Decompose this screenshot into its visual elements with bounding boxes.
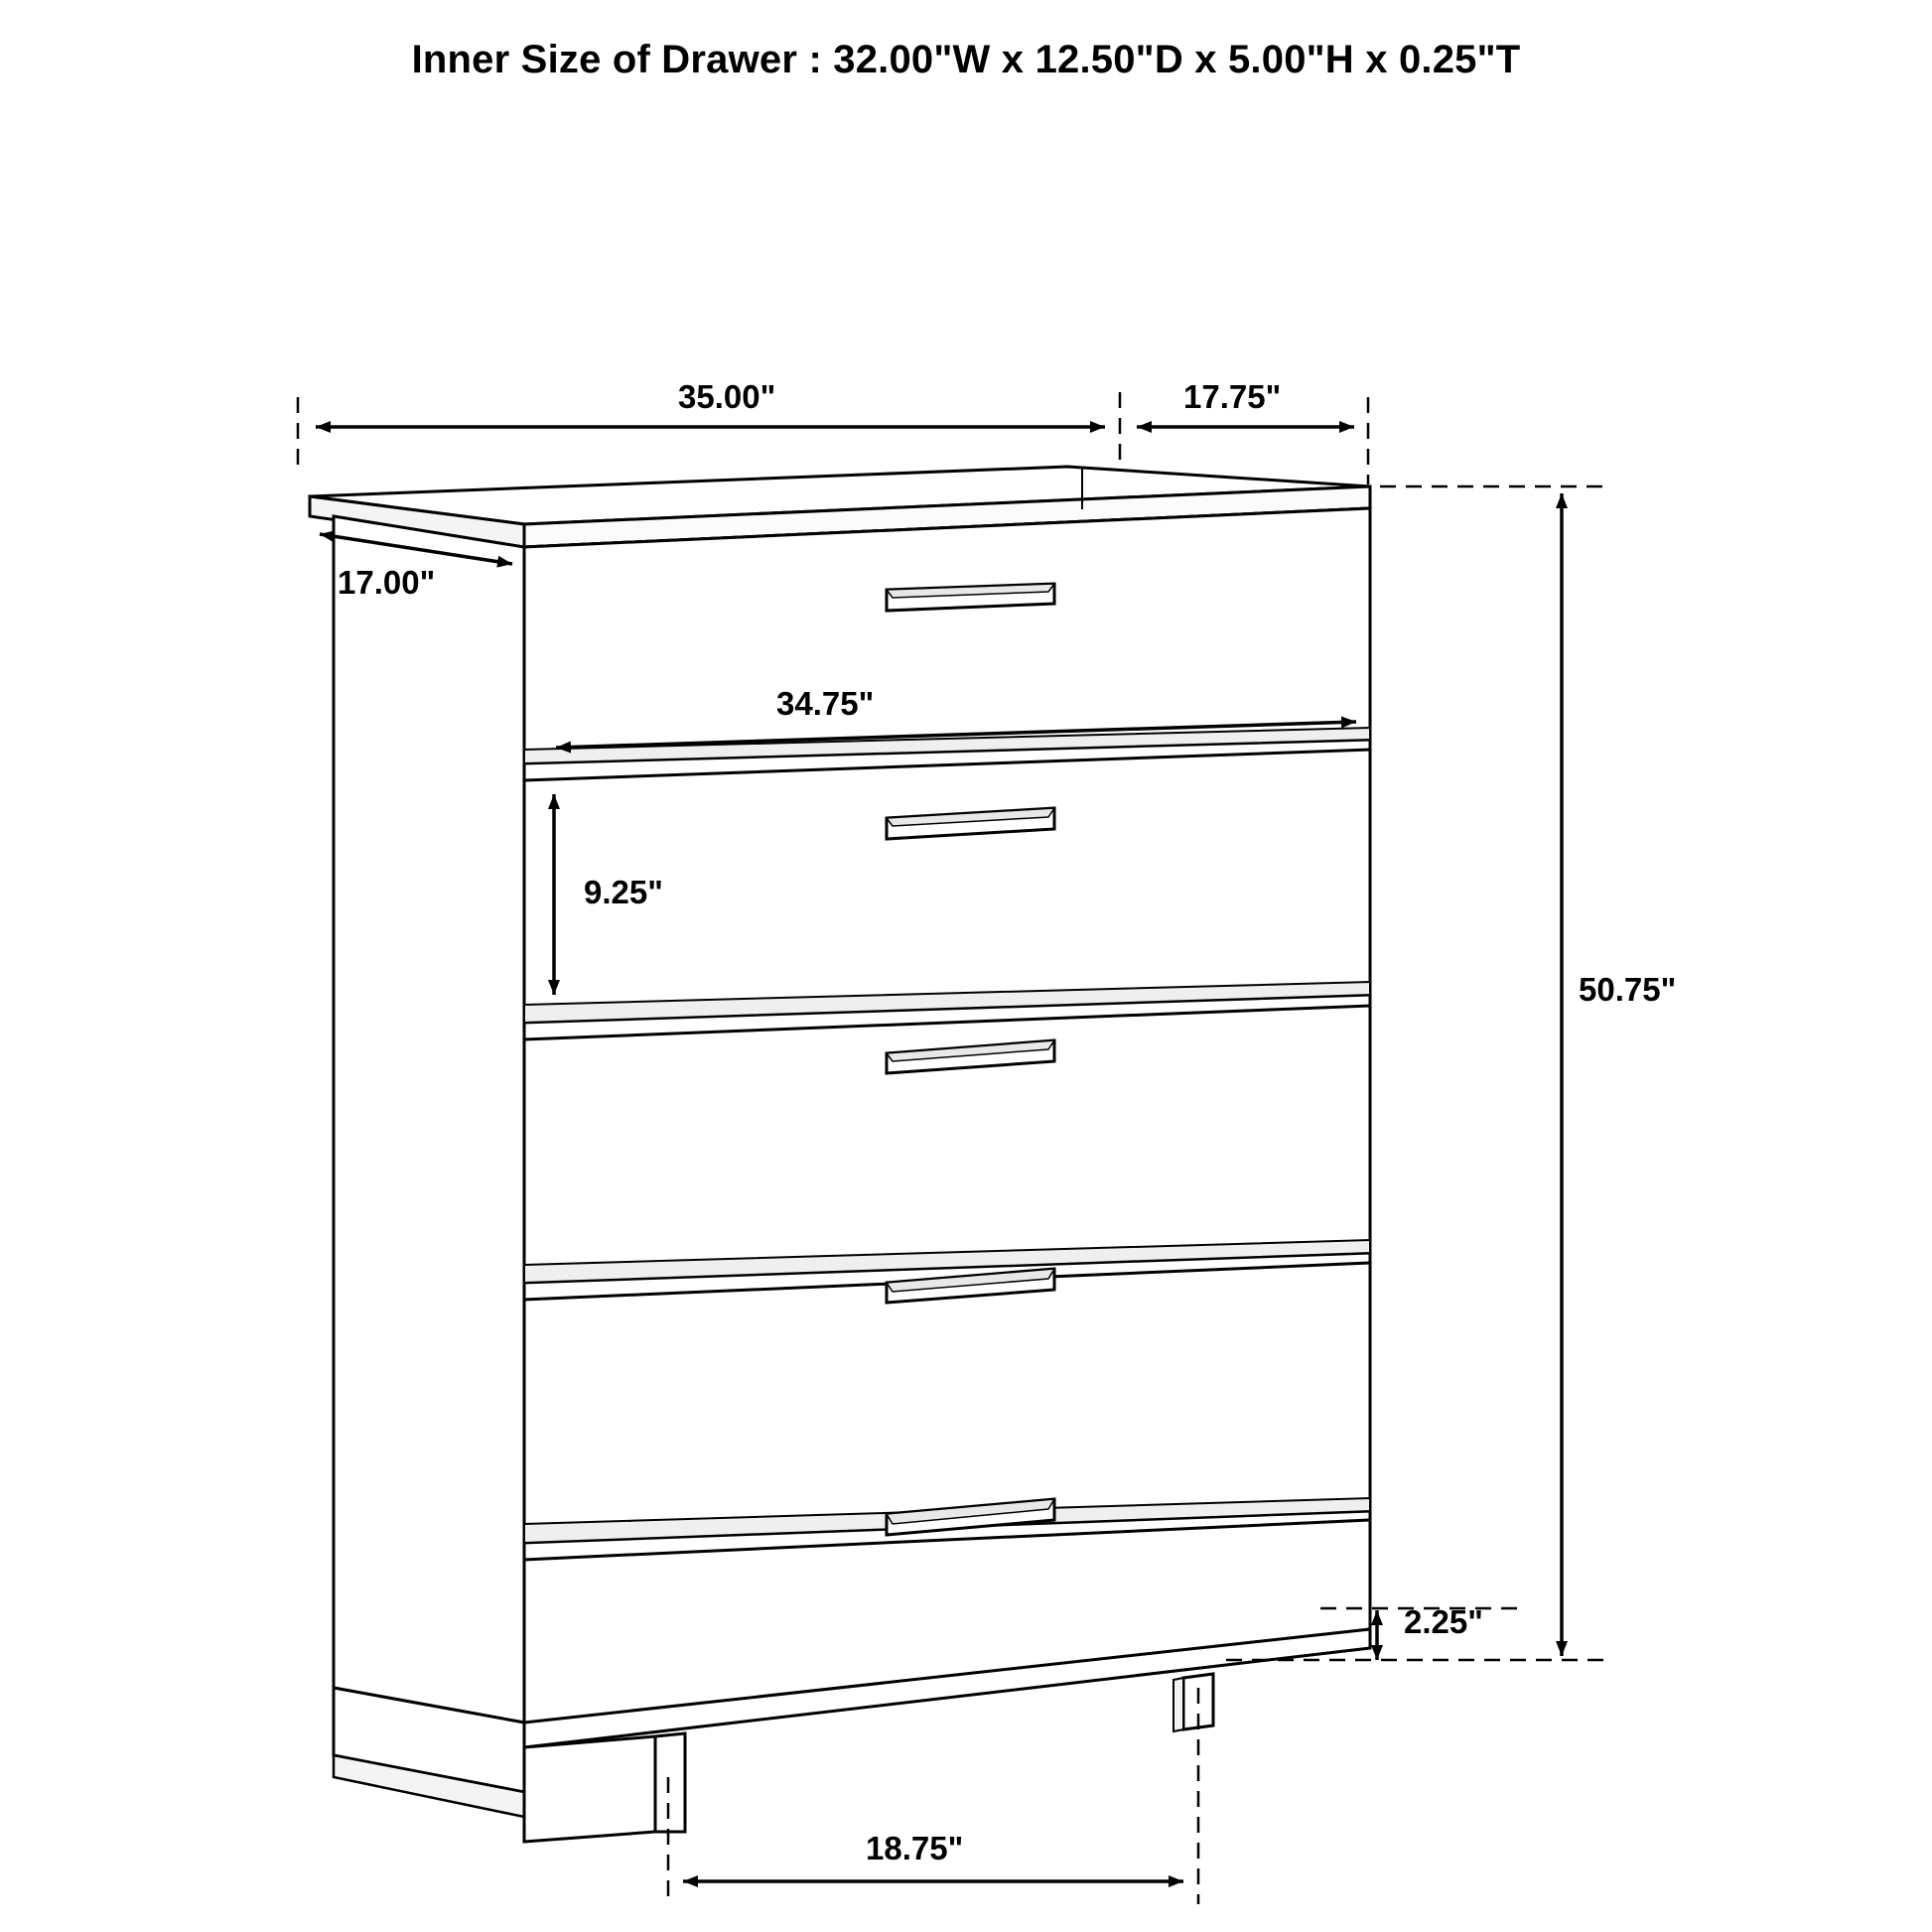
dim-label-side-depth: 17.00" xyxy=(338,564,436,601)
dim-label-overall-height: 50.75" xyxy=(1579,971,1677,1008)
dim-label-foot-span: 18.75" xyxy=(866,1830,964,1866)
chest-left-side-panel xyxy=(334,516,524,1723)
chest-foot-left xyxy=(524,1733,685,1842)
dim-label-base-height: 2.25" xyxy=(1404,1603,1483,1640)
dim-label-drawer-height: 9.25" xyxy=(584,874,663,910)
dim-label-drawer-width: 34.75" xyxy=(776,685,875,722)
dim-label-top-width: 35.00" xyxy=(678,378,776,415)
page-title: Inner Size of Drawer : 32.00"W x 12.50"D x 5.00"H x 0.25"T xyxy=(411,38,1521,81)
dim-label-top-depth: 17.75" xyxy=(1183,378,1282,415)
drawer-front-3 xyxy=(524,1006,1370,1283)
chest-foot-right xyxy=(1173,1674,1213,1731)
chest-illustration xyxy=(310,467,1370,1842)
drawer-front-4 xyxy=(524,1263,1370,1543)
